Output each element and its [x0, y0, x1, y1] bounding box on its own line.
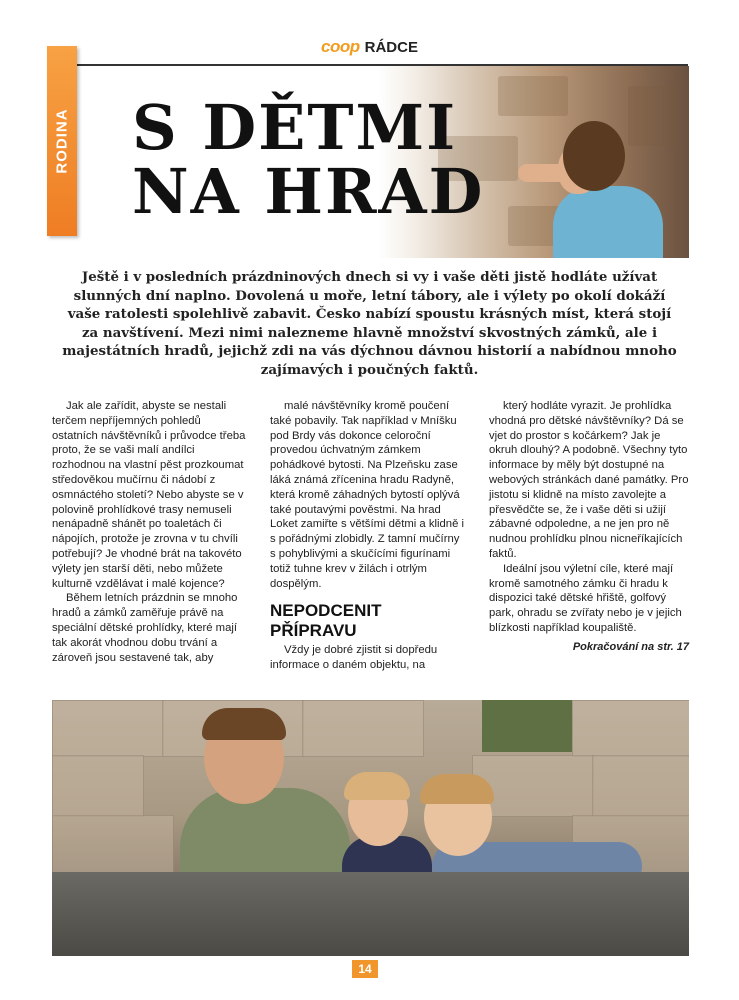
article-title-line-1: S DĚTMI	[132, 91, 458, 164]
paragraph: Vždy je dobré zjistit si dopředu informace o daném objektu, na	[270, 644, 438, 672]
category-tab	[47, 46, 77, 236]
paragraph: malé návštěvníky kromě poučení také pobavily. Tak například v Mníšku pod Brdy vás dokonce celoroční provedou úchvatným zámkem pohádkové bytosti. Na Plzeňsku zase láká známá zřícenina hradu Radyně, která kromě záhadných bytostí oplývá také poutavými pověstmi. Na hrad Loket zamiřte s většími dětmi a klidně i s pořádnými zlobidly. Z tamní mučírny s pohyblivými a skučícími figurínami totiž tuhne krev v žilách i otrlým dospělým.	[270, 400, 464, 590]
paragraph: který hodláte vyrazit. Je prohlídka vhodná pro dětské návštěvníky? Dá se vjet do prostor s kočárkem? Jak je okruh dlouhý? A podobně. Všechny tyto informace by měly být dostupné na webových stránkách dané památky. Pro jistotu si klidně na místo zavolejte a přesvědčte se, že i vaše děti si užijí zábavné odpoledne, a ne jen pro ně nudnou prohlídku plnou nicneříkajících faktů.	[489, 400, 689, 560]
family-photo-at-castle	[52, 700, 689, 956]
magazine-section-name: RÁDCE	[364, 38, 418, 56]
paragraph: Během letních prázdnin se mnoho hradů a zámků zaměřuje právě na speciální dětské prohlídky, které mají tak akorát vhodnou dobu trvání a zároveň jsou sestavené tak, aby	[52, 592, 238, 664]
paragraph: Ideální jsou výletní cíle, které mají kromě samotného zámku či hradu k dispozici také dětské hřiště, golfový park, ohradu se zvířaty nebo je v jejich blízkosti například koupaliště.	[489, 562, 682, 634]
article-lead: Ještě i v posledních prázdninových dnech si vy i vaše děti jistě hodláte užívat slunných dní naplno. Dovolená u moře, letní tábory, ale i výlety po okolí dokáží vaše ratolesti spolehlivě zabavit. Česko nabízí spoustu krásných míst, která stojí za navštívení. Mezi nimi nalezneme hlavně množství skvostných zámků, ale i majestátních hradů, jejichž zdi na vás dýchnou dávnou historií a nabídnou mnoho zajímavých i poučných faktů.	[62, 269, 677, 378]
article-title-line-2: NA HRAD	[132, 155, 485, 228]
page-number: 14	[352, 960, 378, 978]
continued-on-page-note: Pokračování na str. 17	[572, 640, 689, 653]
masthead	[0, 36, 739, 58]
text-column-1	[52, 399, 248, 665]
section-subheading: NEPODCENIT PŘÍPRAVU	[270, 601, 382, 641]
paragraph: Jak ale zařídit, abyste se nestali terčem nepříjemných pohledů ostatních návštěvníků i průvodce třeba proto, že se vaši malí andílci rozhodnou na vlastní pěst prozkoumat středověkou mučírnu či nádobí z osmnáctého století? Nebo abyste se v polovině prohlídkové trasy nemuseli nenápadně shánět po toaletách či nápojích, protože je zrovna v tu chvíli potřebují? Je vhodné brát na takovéto výlety jen starší děti, nebo můžete kulturně vzdělávat i malé kojence?	[52, 400, 246, 590]
text-column-2	[270, 399, 466, 673]
category-tab-label: RODINA	[53, 108, 71, 174]
text-column-3	[489, 399, 689, 655]
coop-logo: coop	[321, 37, 360, 56]
article-title	[132, 91, 485, 228]
